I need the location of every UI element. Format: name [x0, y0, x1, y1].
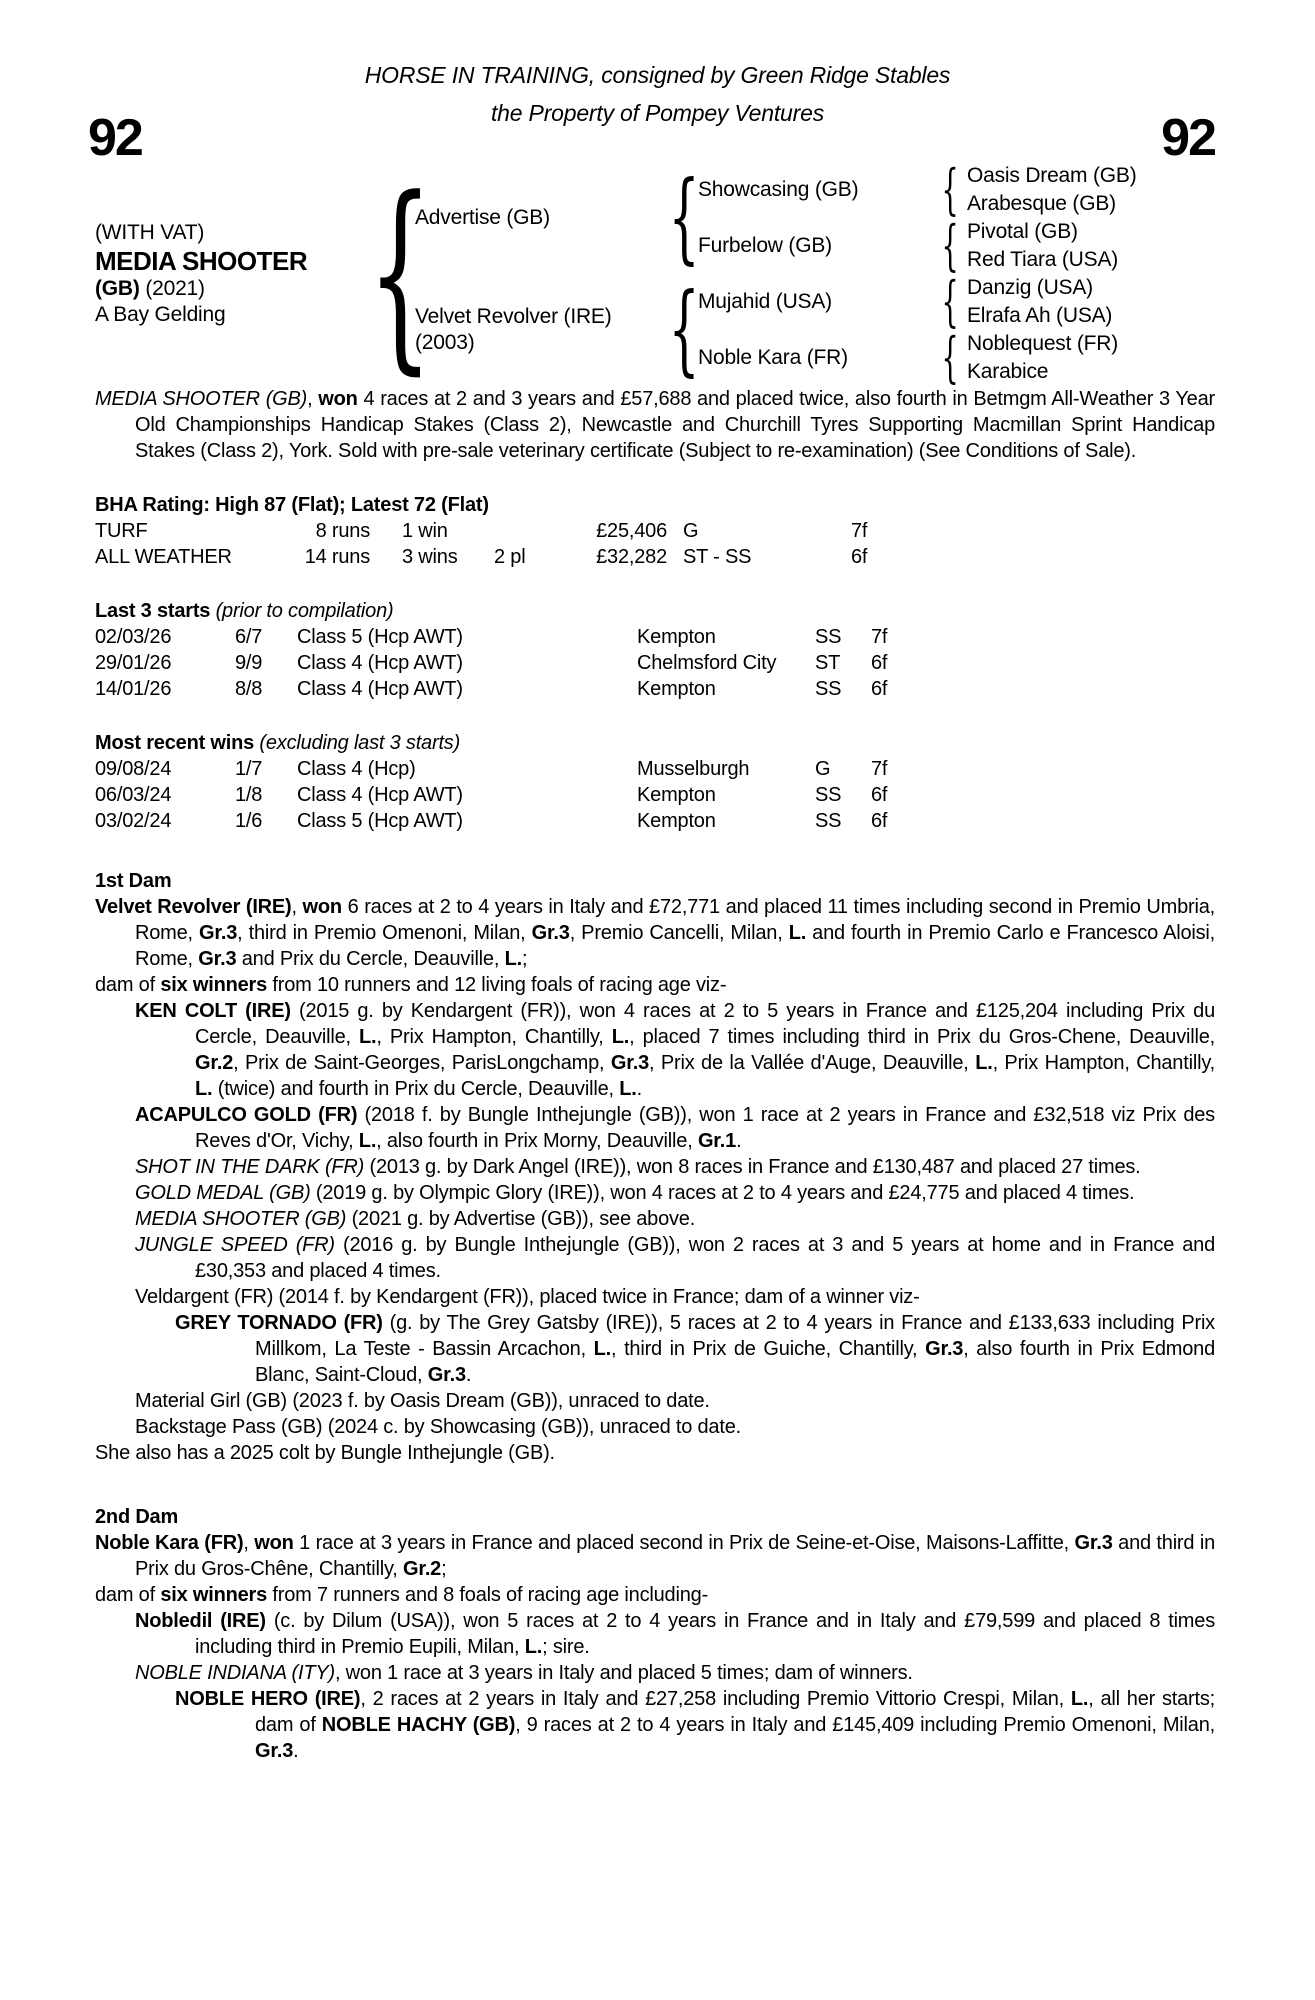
dam-record-paragraph: Velvet Revolver (IRE), won 6 races at 2 to 4 years in Italy and £72,771 and placed 11 times including second in Premio Umbria, Rome, Gr.3, third in Premio Omenoni, Milan, Gr.3, Premio Cancelli, Milan, L. and fourth in Premio Carlo e Francesco Aloisi, Rome, Gr.3 and Prix du Cercle, Deauville, L.;	[95, 896, 1216, 970]
race-class: Class 4 (Hcp AWT)	[297, 678, 463, 700]
pedigree-brace-dam	[670, 274, 698, 386]
horse-suffix-year: (GB) (2021)	[95, 277, 205, 300]
going-value: ST - SS	[683, 546, 752, 568]
places-value: 2 pl	[494, 546, 526, 568]
race-record-paragraph: MEDIA SHOOTER (GB), won 4 races at 2 and 3 years and £57,688 and placed twice, also fourth in Betmgm All-Weather 3 Year Old Championships Handicap Stakes (Class 2), Newcastle and Churchill Tyres Supporting Macmillan Sprint Handicap Stakes (Class 2), York. Sold with pre-sale veterinary certificate (Subject to re-examination) (See Conditions of Sale).	[95, 388, 1215, 462]
lot-number-right: 92	[1161, 109, 1215, 167]
grandsire-paternal: Showcasing (GB)	[698, 178, 859, 201]
first-dam-section	[95, 868, 1215, 1466]
great-grandparent: Danzig (USA)	[967, 276, 1093, 299]
runs-value: 14 runs	[304, 546, 370, 568]
table-row	[95, 624, 1215, 650]
pedigree-brace-main	[385, 162, 415, 386]
race-date: 02/03/26	[95, 626, 172, 648]
recent-wins-section	[95, 730, 1215, 834]
pedigree-brace-gp4	[933, 330, 967, 386]
going-value: SS	[815, 626, 842, 648]
race-date: 03/02/24	[95, 810, 172, 832]
page-body	[0, 386, 1315, 1764]
consignor-line: HORSE IN TRAINING, consigned by Green Ridge Stables	[364, 62, 951, 88]
table-row	[95, 518, 1215, 544]
dam-note: She also has a 2025 colt by Bungle Inthejungle (GB).	[95, 1442, 555, 1464]
great-grandparent: Noblequest (FR)	[967, 332, 1119, 355]
places-value	[492, 518, 582, 544]
sire-name: Advertise (GB)	[415, 206, 550, 229]
progeny-entry: JUNGLE SPEED (FR) (2016 g. by Bungle Inthejungle (GB)), won 2 races at 3 and 5 years at home and in France and £30,353 and placed 4 times.	[135, 1234, 1215, 1282]
progeny-entry: KEN COLT (IRE) (2015 g. by Kendargent (FR)), won 4 races at 2 to 5 years in France and £125,204 including Prix du Cercle, Deauville, L., Prix Hampton, Chantilly, L., placed 7 times including third in Prix du Gros-Chene, Deauville, Gr.2, Prix de Saint-Georges, ParisLongchamp, Gr.3, Prix de la Vallée d'Auge, Deauville, L., Prix Hampton, Chantilly, L. (twice) and fourth in Prix du Cercle, Deauville, L..	[135, 1000, 1216, 1100]
progeny-entry: Material Girl (GB) (2023 f. by Oasis Dream (GB)), unraced to date.	[135, 1390, 710, 1412]
granddam-paternal: Furbelow (GB)	[698, 234, 832, 257]
distance-value: 7f	[851, 520, 868, 542]
horse-name: MEDIA SHOOTER	[95, 246, 308, 276]
pedigree-table	[95, 162, 1215, 386]
progeny-entry: MEDIA SHOOTER (GB) (2021 g. by Advertise (GB)), see above.	[135, 1208, 696, 1230]
earnings-value: £32,282	[596, 546, 667, 568]
progeny-entry: Veldargent (FR) (2014 f. by Kendargent (FR)), placed twice in France; dam of a winner viz-	[135, 1286, 920, 1308]
distance-value: 6f	[871, 810, 888, 832]
table-row	[95, 782, 1215, 808]
going-value: G	[683, 520, 699, 542]
second-dam-heading: 2nd Dam	[95, 1506, 179, 1528]
progeny-entry: GOLD MEDAL (GB) (2019 g. by Olympic Glory (IRE)), won 4 races at 2 to 4 years and £24,775 and placed 4 times.	[135, 1182, 1135, 1204]
racecourse: Chelmsford City	[637, 652, 777, 674]
finish-position: 1/7	[235, 758, 263, 780]
wins-value: 1 win	[402, 520, 448, 542]
first-dam-heading: 1st Dam	[95, 870, 172, 892]
great-grandparent: Pivotal (GB)	[967, 220, 1078, 243]
dam-produce-intro: dam of six winners from 7 runners and 8 foals of racing age including-	[95, 1584, 709, 1606]
finish-position: 8/8	[235, 678, 263, 700]
distance-value: 7f	[871, 758, 888, 780]
race-date: 06/03/24	[95, 784, 172, 806]
race-class: Class 5 (Hcp AWT)	[297, 810, 463, 832]
earnings-value: £25,406	[596, 520, 667, 542]
great-grandparent: Red Tiara (USA)	[967, 248, 1119, 271]
progeny-entry: Backstage Pass (GB) (2024 c. by Showcasing (GB)), unraced to date.	[135, 1416, 741, 1438]
progeny-entry: SHOT IN THE DARK (FR) (2013 g. by Dark Angel (IRE)), won 8 races in France and £130,487 and placed 27 times.	[135, 1156, 1141, 1178]
last-starts-heading: Last 3 starts (prior to compilation)	[95, 600, 394, 622]
race-class: Class 4 (Hcp AWT)	[297, 784, 463, 806]
grand-progeny-entry: NOBLE HERO (IRE), 2 races at 2 years in Italy and £27,258 including Premio Vittorio Crespi, Milan, L., all her starts; dam of NOBLE HACHY (GB), 9 races at 2 to 4 years in Italy and £145,409 including Premio Omenoni, Milan, Gr.3.	[175, 1688, 1215, 1762]
grand-progeny-entry: GREY TORNADO (FR) (g. by The Grey Gatsby (IRE)), 5 races at 2 to 4 years in France and £133,633 including Prix Millkom, La Teste - Bassin Arcachon, L., third in Prix de Guiche, Chantilly, Gr.3, also fourth in Prix Edmond Blanc, Saint-Cloud, Gr.3.	[175, 1312, 1216, 1386]
bha-rating-section	[95, 492, 1215, 570]
dam-year: (2003)	[415, 331, 475, 354]
going-value: ST	[815, 652, 841, 674]
horse-sex-colour: A Bay Gelding	[95, 303, 226, 326]
horse-summary	[95, 162, 385, 386]
great-grandparent: Elrafa Ah (USA)	[967, 304, 1113, 327]
racecourse: Musselburgh	[637, 758, 750, 780]
grandsire-maternal: Mujahid (USA)	[698, 290, 832, 313]
going-value: SS	[815, 678, 842, 700]
going-value: G	[815, 758, 831, 780]
last-starts-section	[95, 598, 1215, 702]
race-date: 14/01/26	[95, 678, 172, 700]
distance-value: 6f	[871, 652, 888, 674]
distance-value: 6f	[871, 678, 888, 700]
racecourse: Kempton	[637, 810, 716, 832]
granddam-maternal: Noble Kara (FR)	[698, 346, 848, 369]
going-value: SS	[815, 784, 842, 806]
race-class: Class 5 (Hcp AWT)	[297, 626, 463, 648]
pedigree-brace-gp3	[933, 274, 967, 330]
runs-value: 8 runs	[315, 520, 370, 542]
great-grandparent: Oasis Dream (GB)	[967, 164, 1137, 187]
distance-value: 7f	[871, 626, 888, 648]
table-row	[95, 756, 1215, 782]
dam-produce-intro: dam of six winners from 10 runners and 12 living foals of racing age viz-	[95, 974, 727, 996]
owner-line: the Property of Pompey Ventures	[490, 100, 825, 126]
page-header	[0, 0, 1315, 167]
race-date: 29/01/26	[95, 652, 172, 674]
finish-position: 9/9	[235, 652, 263, 674]
racecourse: Kempton	[637, 784, 716, 806]
pedigree-brace-gp1	[933, 162, 967, 218]
pedigree-brace-sire	[670, 162, 698, 274]
second-dam-section	[95, 1504, 1215, 1764]
pedigree-brace-gp2	[933, 218, 967, 274]
finish-position: 1/8	[235, 784, 263, 806]
surface-label: TURF	[95, 520, 148, 542]
vat-note: (WITH VAT)	[95, 221, 205, 244]
race-date: 09/08/24	[95, 758, 172, 780]
table-row	[95, 544, 1215, 570]
distance-value: 6f	[871, 784, 888, 806]
table-row	[95, 650, 1215, 676]
bha-rating-heading: BHA Rating: High 87 (Flat); Latest 72 (Flat)	[95, 494, 489, 516]
progeny-entry: Nobledil (IRE) (c. by Dilum (USA)), won 5 races at 2 to 4 years in France and in Italy and £79,599 and placed 8 times including third in Premio Eupili, Milan, L.; sire.	[135, 1610, 1215, 1658]
lot-number-left: 92	[88, 109, 142, 167]
racecourse: Kempton	[637, 626, 716, 648]
dam-name	[415, 274, 670, 386]
dam-name-line: Velvet Revolver (IRE)	[415, 305, 612, 328]
progeny-entry: ACAPULCO GOLD (FR) (2018 f. by Bungle Inthejungle (GB)), won 1 race at 2 years in France and £32,518 viz Prix des Reves d'Or, Vichy, L., also fourth in Prix Morny, Deauville, Gr.1.	[135, 1104, 1215, 1152]
table-row	[95, 676, 1215, 702]
finish-position: 6/7	[235, 626, 263, 648]
going-value: SS	[815, 810, 842, 832]
table-row	[95, 808, 1215, 834]
distance-value: 6f	[851, 546, 868, 568]
dam-record-paragraph: Noble Kara (FR), won 1 race at 3 years in France and placed second in Prix de Seine-et-Oise, Maisons-Laffitte, Gr.3 and third in Prix du Gros-Chêne, Chantilly, Gr.2;	[95, 1532, 1215, 1580]
surface-label: ALL WEATHER	[95, 546, 232, 568]
race-class: Class 4 (Hcp)	[297, 758, 416, 780]
great-grandparent: Arabesque (GB)	[967, 192, 1116, 215]
great-grandparent: Karabice	[967, 360, 1049, 383]
finish-position: 1/6	[235, 810, 263, 832]
wins-value: 3 wins	[402, 546, 458, 568]
progeny-entry: NOBLE INDIANA (ITY), won 1 race at 3 years in Italy and placed 5 times; dam of winners.	[135, 1662, 913, 1684]
recent-wins-heading: Most recent wins (excluding last 3 starts)	[95, 732, 461, 754]
racecourse: Kempton	[637, 678, 716, 700]
race-class: Class 4 (Hcp AWT)	[297, 652, 463, 674]
